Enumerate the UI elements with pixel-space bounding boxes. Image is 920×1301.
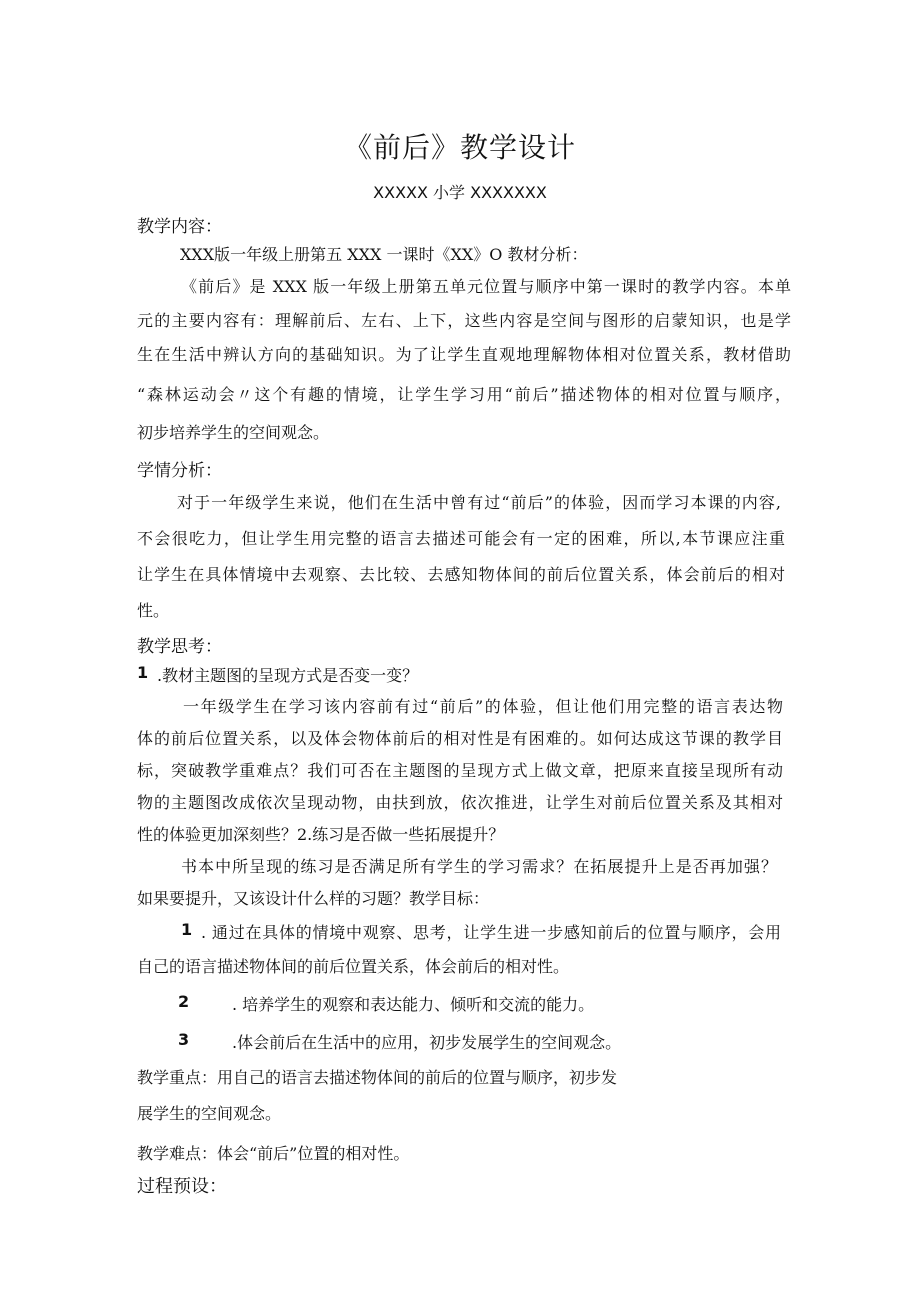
document-title: 《前后》教学设计 [343,131,576,164]
goal-text: . 通过在具体的情境中观察、思考，让学生进一步感知前后的位置与顺序，会用 [201,923,781,942]
goal-text: . 培养学生的观察和表达能力、倾听和交流的能力。 [232,995,595,1014]
thinking-line: 体的前后位置关系，以及体会物体前后的相对性是有困难的。如何达成这节课的教学目 [137,729,783,748]
learner-line: 对于一年级学生来说，他们在生活中曾有过“前后”的体验，因而学习本课的内容, [177,493,781,512]
analysis-line: “森林运动会〃这个有趣的情境，让学生学习用“前后”描述物体的相对位置与顺序， [137,385,791,404]
thinking-line: 一年级学生在学习该内容前有过“前后”的体验，但让他们用完整的语言表达物 [183,697,783,716]
question-number: 1 [137,663,149,682]
thinking-line: 如果要提升，又该设计什么样的习题？教学目标： [137,889,490,908]
goal-text: .体会前后在生活中的应用，初步发展学生的空间观念。 [232,1033,622,1052]
goal-number: 2 [178,992,190,1011]
section-heading-content: 教学内容： [137,217,222,237]
goal-number: 3 [178,1030,190,1049]
content-line: XXX版一年级上册第五 XXX 一课时《XX》O 教材分析： [180,245,588,264]
section-heading-process: 过程预设： [137,1176,227,1197]
thinking-line: 书本中所呈现的练习是否满足所有学生的学习需求？在拓展提升上是否再加强？ [181,857,777,876]
author-line: XXXXX 小学 XXXXXXX [373,183,547,202]
analysis-line: 初步培养学生的空间观念。 [137,423,330,442]
learner-line: 让学生在具体情境中去观察、去比较、去感知物体间的前后位置关系，体会前后的相对 [137,565,785,584]
learner-line: 性。 [137,601,170,620]
thinking-line: 标，突破教学重难点？我们可否在主题图的呈现方式上做文章，把原来直接呈现所有动 [137,761,783,780]
question-text: .教材主题图的呈现方式是否变一变？ [157,666,419,685]
goal-text: 自己的语言描述物体间的前后位置关系，体会前后的相对性。 [137,957,570,976]
analysis-line: 生在生活中辨认方向的基础知识。为了让学生直观地理解物体相对位置关系，教材借助 [137,345,791,364]
difficulty-line: 教学难点：体会“前后”位置的相对性。 [137,1144,410,1163]
section-heading-thinking: 教学思考： [137,637,222,657]
analysis-line: 《前后》是 XXX 版一年级上册第五单元位置与顺序中第一课时的教学内容。本单 [181,277,791,296]
thinking-line: 物的主题图改成依次呈现动物，由扶到放，依次推进，让学生对前后位置关系及其相对 [137,793,783,812]
analysis-line: 元的主要内容有：理解前后、左右、上下，这些内容是空间与图形的启蒙知识，也是学 [137,311,791,330]
section-heading-learner: 学情分析： [137,461,222,481]
key-point-line: 教学重点：用自己的语言去描述物体间的前后的位置与顺序，初步发 [137,1068,618,1087]
learner-line: 不会很吃力，但让学生用完整的语言去描述可能会有一定的困难，所以,本节课应注重 [137,529,785,548]
thinking-line: 性的体验更加深刻些？2.练习是否做一些拓展提升？ [137,825,505,844]
key-point-line: 展学生的空间观念。 [137,1104,282,1123]
goal-number: 1 [181,920,193,939]
